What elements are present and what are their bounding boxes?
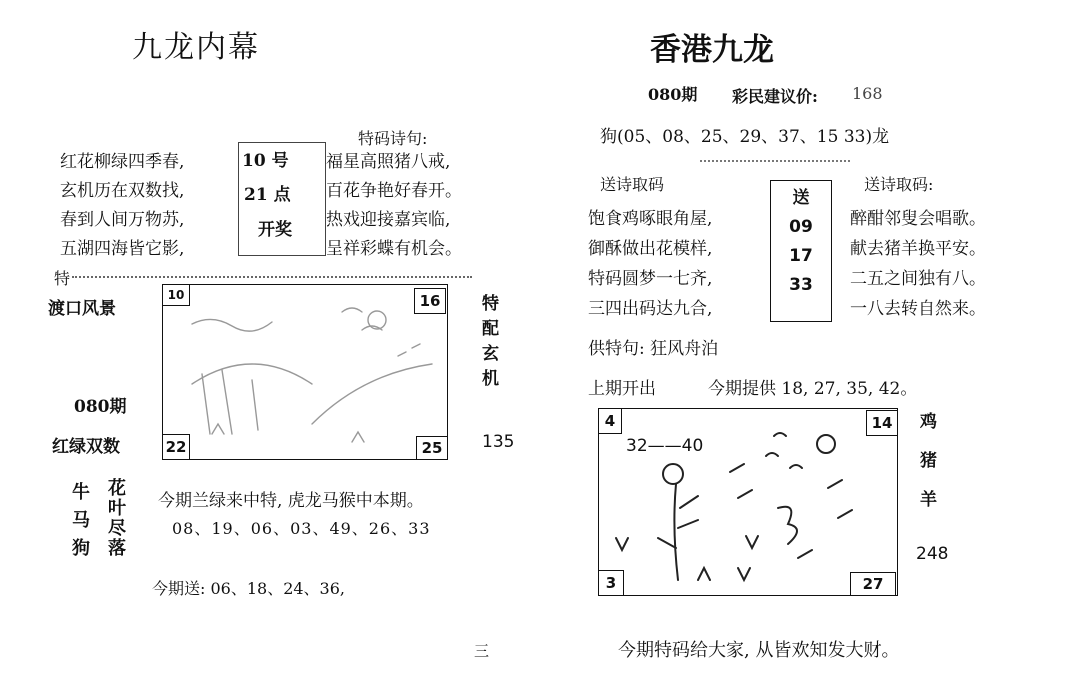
right-side-column [920,414,937,509]
right-side-char: 羊 [920,490,937,510]
left-poem-line: 热戏迎接嘉宾临, [326,210,451,230]
special-phrase: 供特句: 狂风舟泊 [588,339,719,359]
left-poem-line: 春到人间万物苏, [60,210,185,230]
zodiac-char: 狗 [72,538,90,559]
right-poem-line: 三四出码达九合, [588,299,713,319]
gift-number: 17 [789,246,813,266]
right-side-char: 猪 [920,451,937,471]
price-label: 彩民建议价: [732,87,818,106]
zodiac-char: 尽 [108,518,126,539]
gift-label-left: 送诗取码 [600,175,665,194]
left-corner-tl: 10 [162,284,190,306]
left-poem-line: 红花柳绿四季春, [60,152,185,172]
numbers-line: 08、19、06、03、49、26、33 [172,519,431,538]
left-side-column [482,296,499,388]
right-side-char: 鸡 [920,412,937,432]
page-marker: 三 [474,642,490,660]
right-poem-line: 醉酣邻叟会唱歌。 [850,209,986,229]
left-poem-line: 玄机历在双数找, [60,181,185,201]
left-side-char: 机 [482,369,499,389]
right-corner-br: 27 [850,572,896,596]
double-label: 红绿双数 [52,437,120,457]
left-poem-left [60,148,184,264]
zodiac-column-2 [108,480,126,558]
zodiac-char: 牛 [72,482,90,503]
right-poem-line: 饱食鸡啄眼角屋, [588,209,713,229]
this-issue-numbers: 今期提供 18, 27, 35, 42。 [708,379,918,399]
right-poem-line: 一八去转自然来。 [850,299,986,319]
left-side-char: 配 [482,319,499,339]
left-side-char: 特 [482,294,499,314]
left-corner-bl: 22 [162,434,190,460]
right-sketch-numbers: 32——40 [626,436,704,456]
gift-number: 送 [792,188,810,208]
right-poem-line: 御酥做出花模样, [588,239,713,259]
te-label: 特 [54,269,71,288]
left-corner-tr: 16 [414,288,446,314]
draw-time: 21 点 [244,185,291,205]
zodiac-char: 叶 [108,498,126,519]
dog-line: 狗(05、08、25、29、37、15 33)龙 [600,127,890,147]
gift-number-column [770,190,832,294]
left-poem-right [326,148,462,264]
left-poem-line: 百花争艳好春开。 [326,181,462,201]
gift-number: 09 [789,217,813,237]
right-poem-line: 特码圆梦一七齐, [588,269,713,289]
left-title: 九龙内幕 [132,30,260,65]
scene-label: 渡口风景 [48,299,116,319]
price-value: 168 [852,84,883,103]
draw-number: 10 号 [242,151,289,171]
right-divider [700,160,850,162]
right-poem-left [588,204,712,324]
gift-label-right: 送诗取码: [864,175,934,194]
left-side-char: 玄 [482,344,499,364]
right-poem-line: 二五之间独有八。 [850,269,986,289]
zodiac-char: 花 [108,478,126,499]
gift-number: 33 [789,275,813,295]
hint-line: 今期兰绿来中特, 虎龙马猴中本期。 [158,491,424,511]
gift-line: 今期送: 06、18、24、36, [152,579,346,598]
divider-dotted [72,276,472,278]
left-poem-label-right: 特码诗句: [358,129,428,148]
right-corner-tl: 4 [598,408,622,434]
right-sketch-drawing [598,408,896,594]
right-side-number: 248 [916,544,949,564]
left-poem-line: 五湖四海皆它影, [60,239,185,259]
left-sketch-drawing [162,284,446,458]
left-corner-br: 25 [416,436,448,460]
right-footer: 今期特码给大家, 从皆欢知发大财。 [618,640,900,661]
left-side-number: 135 [482,432,515,452]
draw-label: 开奖 [258,220,292,240]
last-issue-label: 上期开出 [588,379,656,399]
left-poem-line: 呈祥彩蝶有机会。 [326,239,462,259]
left-issue: 080期 [74,397,127,417]
right-corner-tr: 14 [866,410,898,436]
right-poem-right [850,204,986,324]
zodiac-char: 落 [108,538,126,559]
left-poem-line: 福星高照猪八戒, [326,152,451,172]
right-poem-line: 献去猪羊换平安。 [850,239,986,259]
zodiac-column-1 [72,484,90,558]
right-title: 香港九龙 [650,32,774,68]
right-corner-bl: 3 [598,570,624,596]
zodiac-char: 马 [72,510,90,531]
right-issue: 080期 [648,85,698,104]
